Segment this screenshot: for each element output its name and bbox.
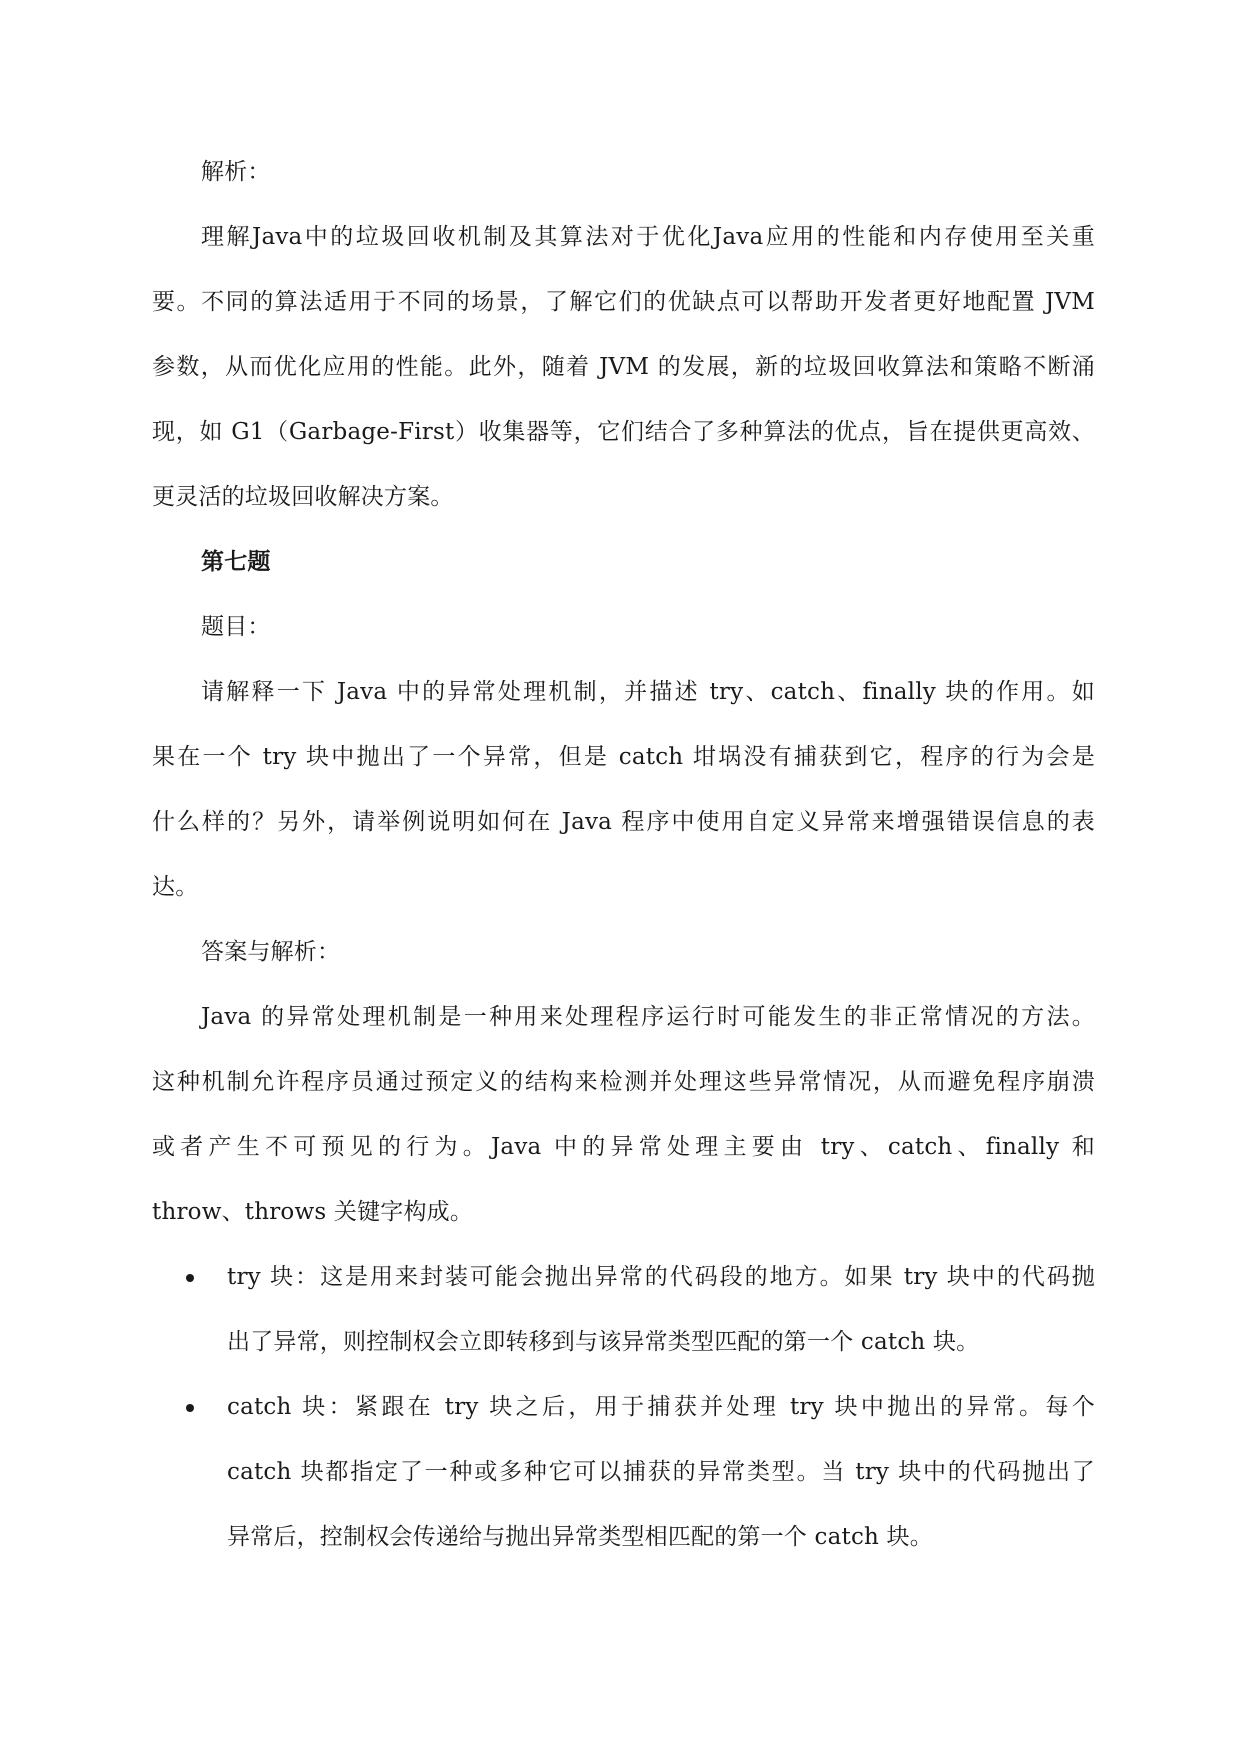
paragraph-line: 参数，从而优化应用的性能。此外，随着 JVM 的发展，新的垃圾回收算法和策略不断涌 — [152, 354, 1095, 380]
paragraph-line: 现，如 G1（Garbage-First）收集器等，它们结合了多种算法的优点，旨在提供更高效、 — [152, 419, 1095, 445]
bullet-icon — [186, 1404, 194, 1412]
question-heading: 第七题 — [201, 549, 271, 575]
answer-line: Java 的异常处理机制是一种用来处理程序运行时可能发生的非正常情况的方法。 — [201, 1004, 1095, 1030]
answer-line: 这种机制允许程序员通过预定义的结构来检测并处理这些异常情况，从而避免程序崩溃 — [152, 1069, 1095, 1095]
question-label: 题目： — [201, 614, 271, 640]
bullet-item-catch — [152, 1375, 1095, 1570]
paragraph-line: 要。不同的算法适用于不同的场景，了解它们的优缺点可以帮助开发者更好地配置 JVM — [152, 289, 1095, 315]
question-line: 请解释一下 Java 中的异常处理机制，并描述 try、catch、finally 块的作用。如 — [201, 679, 1095, 705]
bullet-icon — [186, 1274, 194, 1282]
answer-line: 或者产生不可预见的行为。Java 中的异常处理主要由 try、catch、finally 和 — [152, 1134, 1095, 1160]
question-line: 果在一个 try 块中抛出了一个异常，但是 catch 坩埚没有捕获到它，程序的行为会是 — [152, 744, 1095, 770]
bullet-line: try 块：这是用来封装可能会抛出异常的代码段的地方。如果 try 块中的代码抛 — [227, 1264, 1095, 1290]
paragraph-line: 更灵活的垃圾回收解决方案。 — [152, 484, 454, 510]
answer-line: throw、throws 关键字构成。 — [152, 1199, 474, 1225]
paragraph-line: 理解Java中的垃圾回收机制及其算法对于优化Java应用的性能和内存使用至关重 — [201, 224, 1095, 250]
bullet-line: catch 块：紧跟在 try 块之后，用于捕获并处理 try 块中抛出的异常。每个 — [227, 1394, 1095, 1420]
bullet-line: 异常后，控制权会传递给与抛出异常类型相匹配的第一个 catch 块。 — [227, 1524, 933, 1550]
question-line: 什么样的？另外，请举例说明如何在 Java 程序中使用自定义异常来增强错误信息的表 — [152, 809, 1095, 835]
bullet-line: 出了异常，则控制权会立即转移到与该异常类型匹配的第一个 catch 块。 — [227, 1329, 980, 1355]
analysis-label: 解析： — [201, 159, 271, 185]
question-line: 达。 — [152, 874, 199, 900]
answer-label: 答案与解析： — [201, 939, 341, 965]
bullet-line: catch 块都指定了一种或多种它可以捕获的异常类型。当 try 块中的代码抛出了 — [227, 1459, 1095, 1485]
bullet-item-try — [152, 1245, 1095, 1375]
document-page — [152, 140, 1095, 1570]
